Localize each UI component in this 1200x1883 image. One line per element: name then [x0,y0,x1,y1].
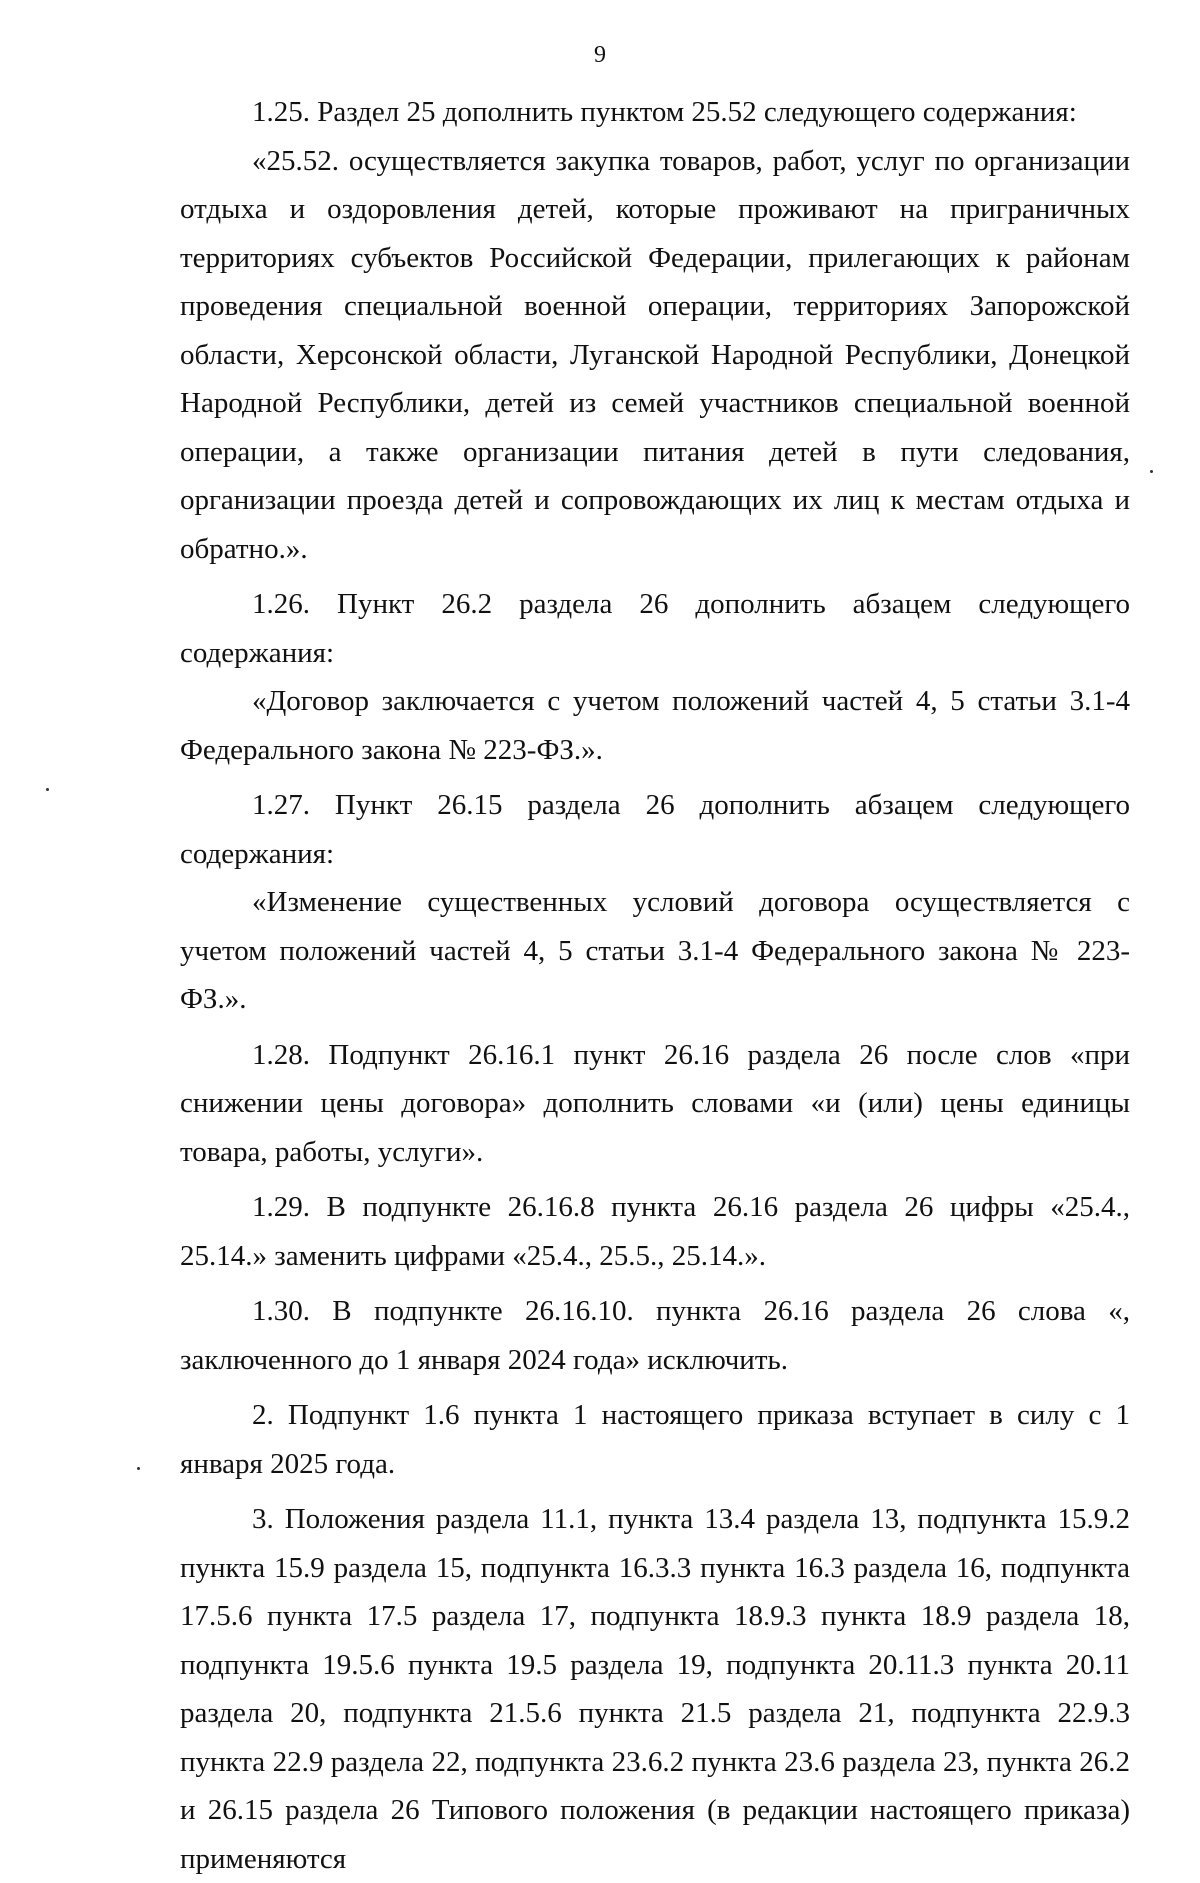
paragraph-26-2-text: «Договор заключается с учетом положений частей 4, 5 статьи 3.1-4 Федерального закона № 223-ФЗ.». [180,685,1130,766]
scan-speck [1150,470,1153,473]
paragraph-1-26: 1.26. Пункт 26.2 раздела 26 дополнить абзацем следующего содержания: [180,588,1130,669]
paragraph-1-29: 1.29. В подпункте 26.16.8 пункта 26.16 раздела 26 цифры «25.4., 25.14.» заменить цифрами «25.4., 25.5., 25.14.». [180,1191,1130,1272]
paragraph-2: 2. Подпункт 1.6 пункта 1 настоящего приказа вступает в силу с 1 января 2025 года. [180,1399,1130,1480]
paragraph-1-30: 1.30. В подпункте 26.16.10. пункта 26.16 раздела 26 слова «, заключенного до 1 января 2024 года» исключить. [180,1295,1130,1376]
paragraph-3: 3. Положения раздела 11.1, пункта 13.4 раздела 13, подпункта 15.9.2 пункта 15.9 раздела 15, подпункта 16.3.3 пункта 16.3 раздела 16, подпункта 17.5.6 пункта 17.5 раздела 17, подпункта 18.9.3 пункта 18.9 раздела 18, подпункта 19.5.6 пункта 19.5 раздела 19, подпункта 20.11.3 пункта 20.11 раздела 20, подпункта 21.5.6 пункта 21.5 раздела 21, подпункта 22.9.3 пункта 22.9 раздела 22, подпункта 23.6.2 пункта 23.6 раздела 23, пункта 26.2 и 26.15 раздела 26 Типового положения (в редакции настоящего приказа) применяются [180,1503,1130,1875]
page-number: 9 [594,42,606,68]
paragraph-25-52-text: «25.52. осуществляется закупка товаров, работ, услуг по организации отдыха и оздоровления детей, которые проживают на приграничных территориях субъектов Российской Федерации, прилегающих к районам проведения специальной военной операции, территориях Запорожской области, Херсонской области, Луганской Народной Республики, Донецкой Народной Республики, детей из семей участников специальной военной операции, а также организации питания детей в пути следования, организации проезда детей и сопровождающих их лиц к местам отдыха и обратно.». [180,144,1130,565]
paragraph-1-27: 1.27. Пункт 26.15 раздела 26 дополнить абзацем следующего содержания: [180,789,1130,870]
document-body [180,88,1130,1883]
paragraph-1-25: 1.25. Раздел 25 дополнить пунктом 25.52 следующего содержания: [252,96,1077,128]
scan-speck [46,788,49,791]
paragraph-1-28: 1.28. Подпункт 26.16.1 пункт 26.16 раздела 26 после слов «при снижении цены договора» дополнить словами «и (или) цены единицы товара, работы, услуги». [180,1038,1130,1168]
scan-speck [137,1467,140,1470]
paragraph-26-15-text: «Изменение существенных условий договора осуществляется с учетом положений частей 4, 5 статьи 3.1-4 Федерального закона № 223-ФЗ.». [180,886,1130,1015]
